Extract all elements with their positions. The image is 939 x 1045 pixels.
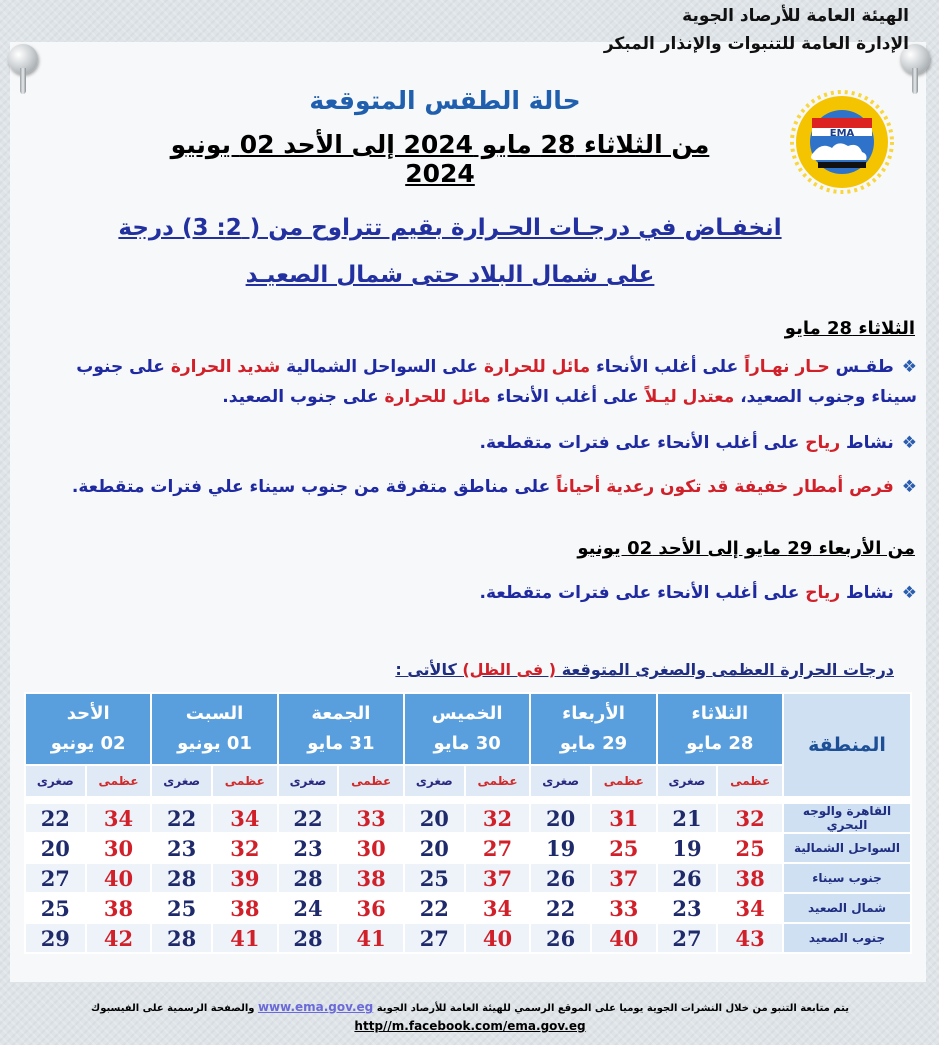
max-temp-cell: 38 (339, 864, 403, 892)
body-text: نشاط (840, 433, 894, 453)
min-temp-header: صغرى (152, 766, 211, 796)
min-temp-cell: 27 (26, 864, 85, 892)
date-range: من الثلاثاء 28 مايو 2024 إلى الأحد 02 يونيو 2024 (170, 130, 710, 188)
min-temp-cell: 22 (26, 804, 85, 832)
website-link[interactable]: www.ema.gov.eg (257, 1000, 374, 1014)
body-text: على أغلب الأنحاء (490, 387, 645, 407)
max-temp-cell: 39 (213, 864, 277, 892)
max-temp-cell: 34 (87, 804, 151, 832)
max-temp-cell: 30 (87, 834, 151, 862)
table-row (26, 894, 910, 922)
highlight-text: معتدل ليـلاً (644, 387, 735, 407)
body-text: على جنوب الصعيد. (222, 387, 385, 407)
max-temp-header: عظمى (592, 766, 656, 796)
max-temp-cell: 36 (339, 894, 403, 922)
max-temp-cell: 40 (466, 924, 530, 952)
caption-text: درجات الحرارة العظمى والصغرى المتوقعة (556, 660, 894, 679)
bullet-wind (37, 428, 917, 458)
body-text: على أغلب الأنحاء على فترات متقطعة. (479, 583, 806, 603)
region-name: جنوب الصعيد (784, 924, 910, 952)
min-temp-cell: 20 (405, 804, 464, 832)
max-temp-cell: 37 (466, 864, 530, 892)
org-name: الهيئة العامة للأرصاد الجوية (682, 6, 909, 26)
max-temp-cell: 37 (592, 864, 656, 892)
section-title-tuesday: الثلاثاء 28 مايو (784, 318, 915, 339)
min-temp-cell: 22 (152, 804, 211, 832)
max-temp-cell: 40 (592, 924, 656, 952)
max-temp-cell: 38 (718, 864, 782, 892)
min-temp-cell: 25 (405, 864, 464, 892)
body-text: على مناطق متفرقة من جنوب سيناء علي فترات متقطعة. (71, 477, 557, 497)
facebook-link[interactable]: http//m.facebook.com/ema.gov.eg (354, 1019, 586, 1033)
min-temp-cell: 22 (279, 804, 338, 832)
body-text: طقـس (829, 357, 894, 377)
day-header: الأحد 02 يونيو (26, 694, 150, 764)
ema-logo (778, 90, 906, 195)
min-temp-cell: 19 (658, 834, 717, 862)
min-temp-cell: 23 (279, 834, 338, 862)
footer-note (40, 1000, 900, 1014)
max-temp-cell: 38 (87, 894, 151, 922)
min-temp-cell: 29 (26, 924, 85, 952)
max-temp-cell: 27 (466, 834, 530, 862)
table-row (26, 924, 910, 952)
body-text: على أغلب الأنحاء على فترات متقطعة. (479, 433, 806, 453)
highlight-text: شديد الحرارة (170, 357, 281, 377)
min-temp-cell: 28 (152, 864, 211, 892)
min-temp-cell: 26 (531, 864, 590, 892)
max-temp-cell: 38 (213, 894, 277, 922)
min-temp-cell: 19 (531, 834, 590, 862)
max-temp-cell: 41 (213, 924, 277, 952)
max-temp-header: عظمى (87, 766, 151, 796)
min-temp-header: صغرى (658, 766, 717, 796)
day-header: الخميس 30 مايو (405, 694, 529, 764)
region-name: شمال الصعيد (784, 894, 910, 922)
max-temp-cell: 34 (213, 804, 277, 832)
bullet-wind-2 (37, 578, 917, 608)
highlight-text: رياح (805, 433, 841, 453)
min-temp-cell: 23 (658, 894, 717, 922)
table-caption (395, 660, 894, 679)
highlight-text: حـار نهـاراً (744, 357, 830, 377)
max-temp-cell: 34 (718, 894, 782, 922)
max-temp-cell: 34 (466, 894, 530, 922)
bullet-text (76, 357, 917, 407)
diamond-bullet-icon: ❖ (901, 357, 917, 377)
min-temp-cell: 25 (152, 894, 211, 922)
min-temp-cell: 28 (152, 924, 211, 952)
max-temp-cell: 41 (339, 924, 403, 952)
max-temp-cell: 25 (718, 834, 782, 862)
headline-line1: انخفـاض في درجـات الحـرارة بقيم تتراوح من ( 2: 3) درجة (118, 215, 782, 241)
highlight-text: رياح (805, 583, 841, 603)
min-temp-cell: 22 (405, 894, 464, 922)
day-header: الجمعة 31 مايو (279, 694, 403, 764)
table-row (26, 864, 910, 892)
max-temp-header: عظمى (213, 766, 277, 796)
table-row (26, 834, 910, 862)
min-temp-cell: 28 (279, 924, 338, 952)
min-temp-header: صغرى (279, 766, 338, 796)
min-temp-header: صغرى (26, 766, 85, 796)
page-title: حالة الطقس المتوقعة (309, 86, 581, 115)
bullet-text (72, 477, 894, 497)
bullet-text (480, 583, 894, 603)
caption-shade-note: ( فى الظل) (462, 660, 557, 679)
highlight-text: فرص أمطار خفيفة قد تكون رعدية أحياناً (556, 477, 894, 497)
highlight-text: مائل للحرارة (384, 387, 491, 407)
bullet-weather (37, 352, 917, 412)
footer-text: يتم متابعة التنبو من خلال النشرات الجوية يوميا على الموقع الرسمي للهيئة العامة للأرصاد الجوية (373, 1003, 849, 1014)
body-text: على جنوب سيناء وجنوب الصعيد، (76, 357, 917, 407)
temperature-table (24, 692, 912, 954)
max-temp-cell: 43 (718, 924, 782, 952)
max-temp-cell: 32 (213, 834, 277, 862)
min-temp-header: صغرى (531, 766, 590, 796)
max-temp-cell: 25 (592, 834, 656, 862)
max-temp-header: عظمى (339, 766, 403, 796)
min-temp-cell: 22 (531, 894, 590, 922)
bullet-rain (37, 472, 917, 502)
diamond-bullet-icon: ❖ (901, 433, 917, 453)
min-temp-cell: 28 (279, 864, 338, 892)
section-title-wed-sun: من الأربعاء 29 مايو إلى الأحد 02 يونيو (577, 538, 915, 559)
caption-suffix: كالأتى : (395, 660, 463, 679)
min-temp-cell: 20 (26, 834, 85, 862)
logo-text: EMA (829, 128, 855, 139)
min-temp-cell: 25 (26, 894, 85, 922)
headline-line2: على شمال البلاد حتى شمال الصعيـد (245, 262, 655, 288)
max-temp-header: عظمى (718, 766, 782, 796)
max-temp-cell: 32 (718, 804, 782, 832)
max-temp-cell: 42 (87, 924, 151, 952)
diamond-bullet-icon: ❖ (901, 477, 917, 497)
min-temp-cell: 27 (658, 924, 717, 952)
max-temp-cell: 33 (339, 804, 403, 832)
bullet-text (480, 433, 894, 453)
department-name: الإدارة العامة للتنبوات والإنذار المبكر (603, 34, 909, 54)
region-column-header: المنطقة (784, 694, 910, 796)
day-header: الأربعاء 29 مايو (531, 694, 655, 764)
max-temp-cell: 31 (592, 804, 656, 832)
min-temp-cell: 26 (658, 864, 717, 892)
body-text: على أغلب الأنحاء (590, 357, 745, 377)
diamond-bullet-icon: ❖ (901, 583, 917, 603)
min-temp-cell: 24 (279, 894, 338, 922)
pushpin-icon (6, 44, 40, 96)
min-temp-cell: 26 (531, 924, 590, 952)
region-name: جنوب سيناء (784, 864, 910, 892)
min-temp-cell: 21 (658, 804, 717, 832)
body-text: على السواحل الشمالية (280, 357, 484, 377)
max-temp-cell: 40 (87, 864, 151, 892)
table-row (26, 804, 910, 832)
max-temp-header: عظمى (466, 766, 530, 796)
footer-text-2: والصفحة الرسمية على الفيسبوك (91, 1003, 258, 1014)
max-temp-cell: 30 (339, 834, 403, 862)
min-temp-cell: 27 (405, 924, 464, 952)
min-temp-cell: 23 (152, 834, 211, 862)
highlight-text: مائل للحرارة (483, 357, 591, 377)
min-temp-cell: 20 (405, 834, 464, 862)
region-name: القاهرة والوجه البحري (784, 804, 910, 832)
body-text: نشاط (840, 583, 894, 603)
min-temp-header: صغرى (405, 766, 464, 796)
max-temp-cell: 32 (466, 804, 530, 832)
day-header: السبت 01 يونيو (152, 694, 276, 764)
min-temp-cell: 20 (531, 804, 590, 832)
max-temp-cell: 33 (592, 894, 656, 922)
day-header: الثلاثاء 28 مايو (658, 694, 782, 764)
region-name: السواحل الشمالية (784, 834, 910, 862)
